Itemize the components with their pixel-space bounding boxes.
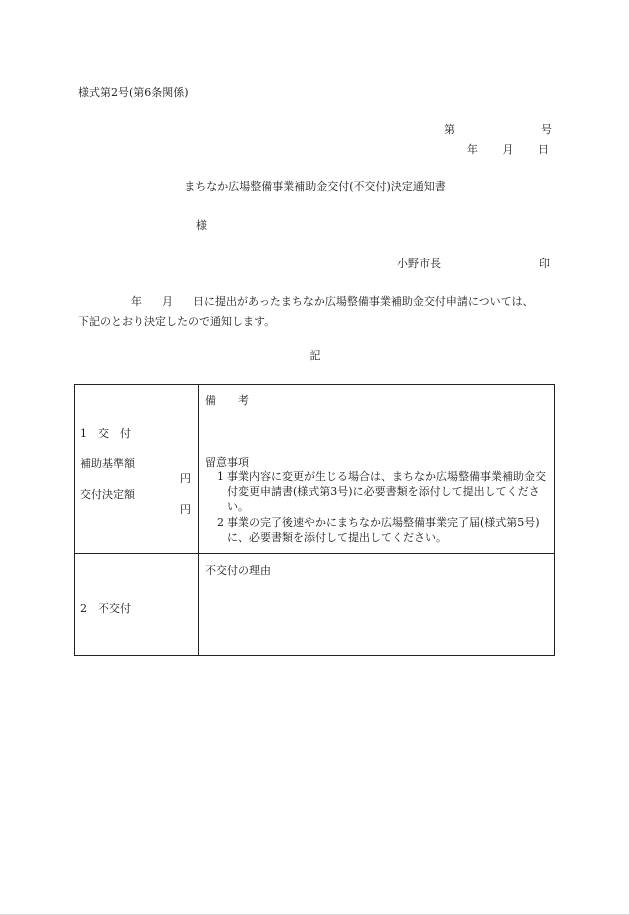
reason-cell [205, 554, 550, 656]
grant-heading: 1 交 付 [80, 427, 131, 440]
non-grant-heading: 2 不交付 [80, 602, 131, 615]
note-number: 1 [217, 470, 224, 483]
remarks-heading: 備 考 [205, 394, 249, 407]
non-grant-cell [80, 554, 195, 656]
document-title: まちなか広場整備事業補助金交付(不交付)決定通知書 [184, 180, 446, 193]
issue-date-day: 日 [538, 143, 549, 156]
issuer [397, 255, 550, 271]
issuer-seal: 印 [539, 257, 550, 270]
note-text: 事業内容に変更が生じる場合は、まちなか広場整備事業補助金交付変更申請書(様式第3号)に必要書類を添付して提出してください。 [227, 470, 546, 513]
issue-date-month: 月 [502, 143, 514, 156]
form-number: 様式第2号(第6条関係) [78, 86, 189, 99]
grant-cell [80, 385, 195, 553]
issuer-name: 小野市長 [397, 257, 441, 270]
body-line1: 日に提出があったまちなか広場整備事業補助金交付申請については、 [193, 295, 534, 308]
note-text: 事業の完了後速やかにまちなか広場整備事業完了届(様式第5号)に、必要書類を添付して提出してください。 [227, 516, 540, 544]
decided-amount-label: 交付決定額 [80, 488, 135, 501]
note-number: 2 [217, 516, 224, 529]
base-amount-unit: 円 [180, 472, 191, 485]
decision-table [74, 384, 555, 656]
remarks-cell [205, 385, 550, 553]
table-column-divider [198, 385, 199, 655]
reference-number [444, 121, 552, 137]
body-line2: 下記のとおり決定したので通知します。 [78, 315, 276, 328]
decided-amount-unit: 円 [180, 503, 191, 516]
notes-heading: 留意事項 [205, 456, 249, 469]
reference-number-suffix: 号 [541, 123, 552, 136]
body-month: 月 [162, 295, 173, 308]
base-amount-label: 補助基準額 [80, 457, 135, 470]
reason-heading: 不交付の理由 [205, 564, 271, 577]
body-text [78, 292, 553, 332]
addressee: 様 [196, 219, 207, 232]
body-year: 年 [131, 295, 142, 308]
reference-number-prefix: 第 [444, 123, 455, 136]
issue-date-year: 年 [467, 143, 478, 156]
issue-date [467, 141, 549, 157]
ki-heading: 記 [309, 349, 321, 362]
